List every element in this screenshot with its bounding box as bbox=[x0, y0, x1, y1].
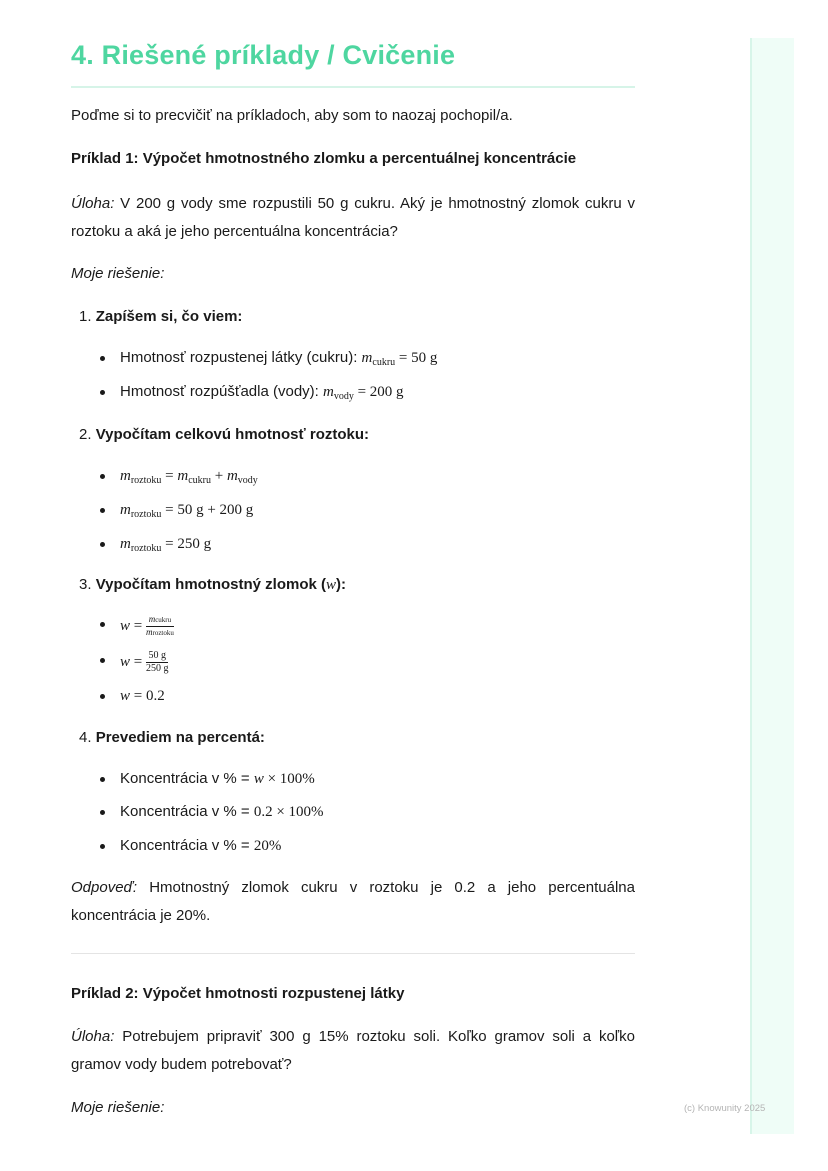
example1-title: Príklad 1: Výpočet hmotnostného zlomku a percentuálnej koncentrácie bbox=[71, 150, 577, 167]
example2-title: Príklad 2: Výpočet hmotnosti rozpustenej látky bbox=[71, 985, 405, 1002]
example1-task-text: V 200 g vody sme rozpustili 50 g cukru. Aký je hmotnostný zlomok cukru v roztoku a aká je jeho percentuálna koncentrácia? bbox=[71, 195, 635, 240]
fraction-mass-ratio: $\frac{\text{mcukru}}{\text{mroztoku}}$ bbox=[145, 614, 174, 637]
step1-b1-sub: cukru bbox=[372, 357, 396, 368]
step1-b2-text: Hmotnosť rozpúšťadla (vody): bbox=[120, 383, 323, 400]
example1-task-label: Úloha: bbox=[71, 195, 115, 212]
heading-divider bbox=[71, 86, 635, 88]
step1-number: 1. bbox=[79, 308, 92, 325]
intro-paragraph: Poďme si to precvičiť na príkladoch, aby som to naozaj pochopil/a. bbox=[71, 107, 513, 124]
example2-task-label: Úloha: bbox=[71, 1028, 115, 1045]
example2-task bbox=[71, 1023, 635, 1079]
example2-task-text: Potrebujem pripraviť 300 g 15% roztoku soli. Koľko gramov soli a koľko gramov vody budem potrebovať? bbox=[71, 1028, 635, 1073]
step2-heading bbox=[79, 426, 369, 443]
step4-bullet1: Koncentrácia v % = w × 100% bbox=[103, 770, 315, 788]
section-divider bbox=[71, 953, 635, 954]
step1-b1-var: m bbox=[361, 350, 373, 366]
side-margin-panel bbox=[750, 38, 794, 1134]
fraction-values: $\frac{50 g}{250 g}$ bbox=[145, 650, 169, 674]
step3-heading: 3. Vypočítam hmotnostný zlomok (w): bbox=[79, 576, 346, 593]
step1-bullet2 bbox=[103, 383, 404, 402]
step2-bullet3: $m_{roztoku} = 250$ g bbox=[103, 535, 211, 554]
step3-number: 3. bbox=[79, 576, 92, 593]
step3-bullet2: w = $\frac{50 g}{250 g}$ bbox=[103, 651, 168, 674]
example2-solution-label: Moje riešenie: bbox=[71, 1099, 165, 1116]
step4-title: Prevediem na percentá: bbox=[95, 729, 265, 746]
step4-bullet2: Koncentrácia v % = 0.2 × 100% bbox=[103, 803, 324, 821]
section-heading: 4. Riešené príklady / Cvičenie bbox=[71, 40, 456, 70]
step4-bullet3: Koncentrácia v % = 20% bbox=[103, 837, 281, 855]
example1-task bbox=[71, 190, 635, 246]
step4-number: 4. bbox=[79, 729, 92, 746]
step4-heading bbox=[79, 729, 265, 746]
step2-bullet2: $m_{roztoku} = 50$ g + 200 g bbox=[103, 501, 253, 520]
step1-b2-var: m bbox=[323, 384, 334, 400]
example1-answer bbox=[71, 874, 635, 930]
step1-b2-val: = 200 g bbox=[353, 384, 404, 400]
step1-b2-sub: vody bbox=[333, 391, 354, 402]
step1-b1-text: Hmotnosť rozpustenej látky (cukru): bbox=[120, 349, 362, 366]
step2-bullet1: $m_{roztoku} = m_{cukru} + m_{vody}$ bbox=[103, 467, 258, 486]
step2-number: 2. bbox=[79, 426, 92, 443]
example1-answer-label: Odpoveď: bbox=[71, 879, 138, 896]
copyright-footer: (c) Knowunity 2025 bbox=[684, 1103, 766, 1114]
step1-heading bbox=[79, 308, 242, 325]
example1-solution-label: Moje riešenie: bbox=[71, 265, 165, 282]
step1-bullet1 bbox=[103, 349, 437, 368]
step2-title: Vypočítam celkovú hmotnosť roztoku: bbox=[95, 426, 370, 443]
step1-b1-val: = 50 g bbox=[395, 350, 438, 366]
step3-bullet1: w = $\frac{\text{mcukru}}{\text{mroztoku}}$ bbox=[103, 615, 174, 638]
example1-answer-text: Hmotnostný zlomok cukru v roztoku je 0.2 a jeho percentuálna koncentrácia je 20%. bbox=[71, 879, 635, 924]
step3-bullet3: w = 0.2 bbox=[103, 687, 165, 705]
step1-title: Zapíšem si, čo viem: bbox=[95, 308, 243, 325]
